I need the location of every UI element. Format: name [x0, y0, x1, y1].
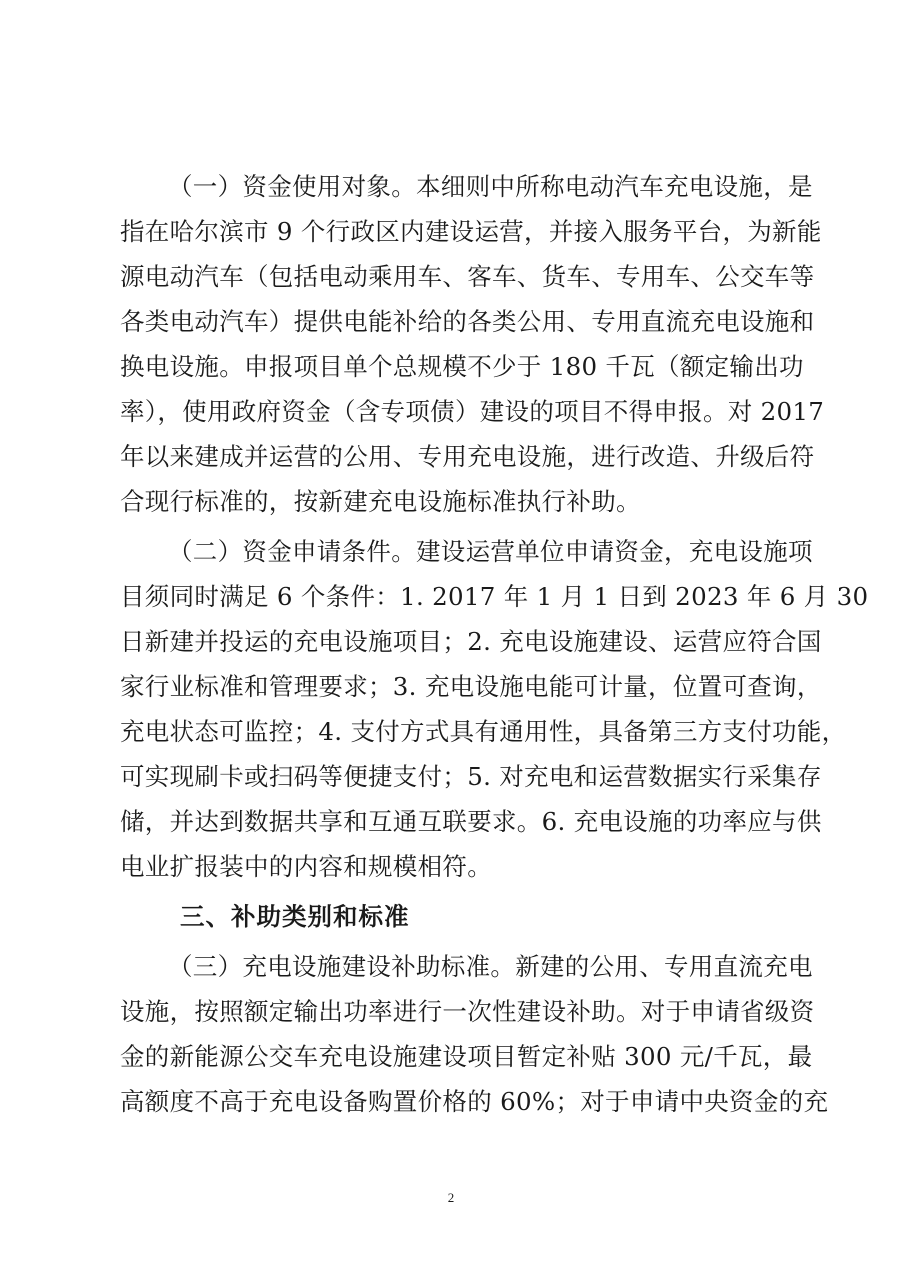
text-line: 可实现刷卡或扫码等便捷支付；5. 对充电和运营数据实行采集存	[120, 762, 822, 791]
text-line: 年以来建成并运营的公用、专用充电设施，进行改造、升级后符	[120, 442, 815, 471]
text-line: 高额度不高于充电设备购置价格的 60%；对于申请中央资金的充	[120, 1087, 829, 1116]
text-line: 指在哈尔滨市 9 个行政区内建设运营，并接入服务平台，为新能	[120, 217, 822, 246]
text-line: 金的新能源公交车充电设施建设项目暂定补贴 300 元/千瓦，最	[120, 1042, 813, 1071]
text-line: 率），使用政府资金（含专项债）建设的项目不得申报。对 2017	[120, 397, 825, 426]
text-line: 储，并达到数据共享和互通互联要求。6. 充电设施的功率应与供	[120, 807, 822, 836]
text-line: （三）充电设施建设补助标准。新建的公用、专用直流充电	[168, 952, 813, 981]
text-line: 日新建并投运的充电设施项目；2. 充电设施建设、运营应符合国	[120, 627, 822, 656]
section-heading: 三、补助类别和标准	[180, 902, 410, 931]
text-line: 电业扩报装中的内容和规模相符。	[120, 852, 492, 881]
text-line: 各类电动汽车）提供电能补给的各类公用、专用直流充电设施和	[120, 307, 815, 336]
text-line: 合现行标准的，按新建充电设施标准执行补助。	[120, 487, 641, 516]
text-line: （一）资金使用对象。本细则中所称电动汽车充电设施，是	[168, 172, 813, 201]
text-line: 目须同时满足 6 个条件：1. 2017 年 1 月 1 日到 2023 年 6 月 30	[120, 582, 869, 611]
text-line: 源电动汽车（包括电动乘用车、客车、货车、专用车、公交车等	[120, 262, 815, 291]
text-line: 充电状态可监控；4. 支付方式具有通用性，具备第三方支付功能，	[120, 717, 847, 746]
text-line: 设施，按照额定输出功率进行一次性建设补助。对于申请省级资	[120, 997, 815, 1026]
text-line: 家行业标准和管理要求；3. 充电设施电能可计量，位置可查询，	[120, 672, 822, 701]
page-number: 2	[447, 1190, 455, 1205]
text-line: 换电设施。申报项目单个总规模不少于 180 千瓦（额定输出功	[120, 352, 804, 381]
text-line: （二）资金申请条件。建设运营单位申请资金，充电设施项	[168, 537, 813, 566]
